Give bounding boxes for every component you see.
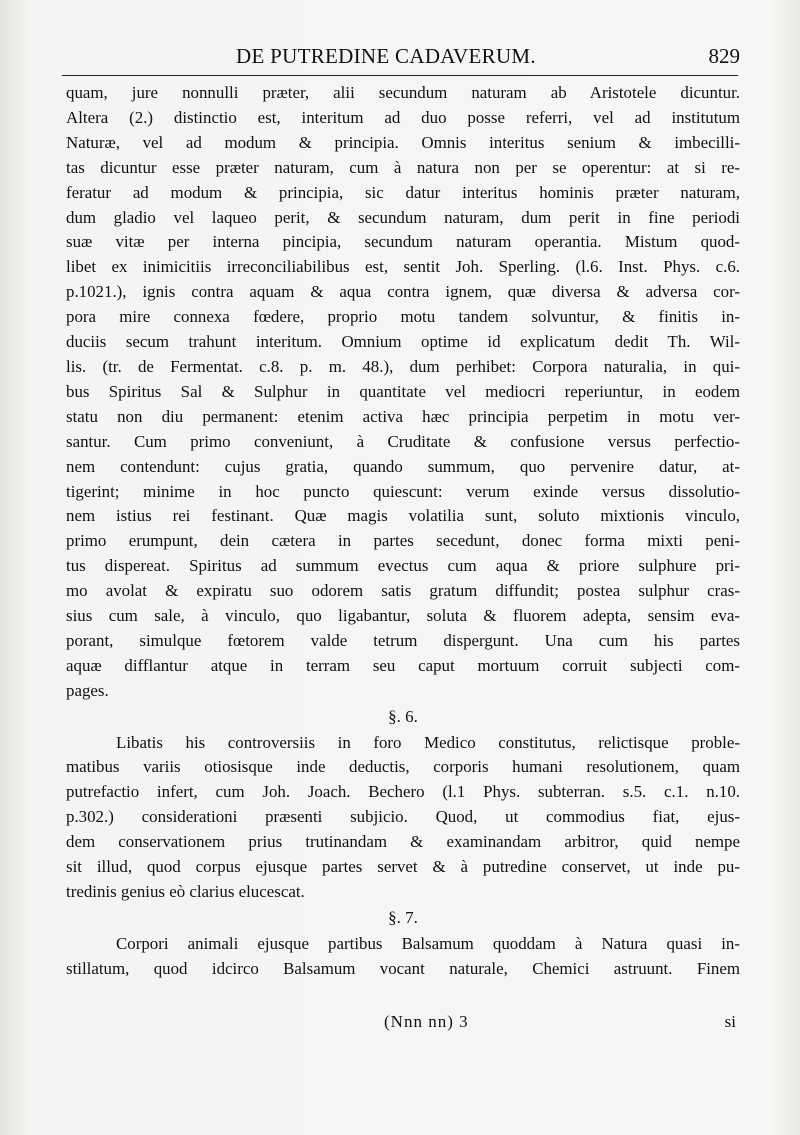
text-line: pages. (66, 680, 109, 700)
text-line: lis. (tr. de Fermentat. c.8. p. m. 48.), dum perhibet: Corpora naturalia, in qui- (66, 356, 740, 376)
text-line: dum gladio vel laqueo perit, & secundum naturam, dum perit in fine periodi (66, 207, 740, 227)
text-line: p.1021.), ignis contra aquam & aqua contra ignem, quæ diversa & adversa cor- (66, 282, 740, 302)
text-line: Corpori animali ejusque partibus Balsamum quoddam à Natura quasi in- (116, 933, 740, 953)
text-line: mo avolat & expiratu suo odorem satis gratum diffundit; postea sulphur cras- (66, 581, 740, 601)
text-line: libet ex inimicitiis irreconciliabilibus est, sentit Joh. Sperling. (l.6. Inst. Phys. c.6. (66, 257, 740, 277)
body-text (66, 81, 740, 982)
text-line: duciis secum trahunt interitum. Omnium optime id explicatum dedit Th. Wil- (66, 332, 740, 352)
header-rule (62, 75, 738, 76)
text-line: p.302.) considerationi præsenti subjicio. Quod, ut commodius fiat, ejus- (66, 807, 740, 827)
text-line: Naturæ, vel ad modum & principia. Omnis interitus senium & imbecilli- (66, 132, 740, 152)
page-number: 829 (708, 44, 740, 68)
running-title: DE PUTREDINE CADAVERUM. (236, 44, 536, 68)
page-header (64, 44, 740, 74)
text-line: Libatis his controversiis in foro Medico constitutus, relictisque proble- (116, 732, 740, 752)
text-line: suæ vitæ per interna pincipia, secundum naturam operantia. Mistum quod- (66, 232, 740, 252)
text-line: nem istius rei festinant. Quæ magis volatilia sunt, soluto mixtionis vinculo, (66, 506, 740, 526)
text-line: statu non diu permanent: etenim activa hæc principia perpetim in motu ver- (66, 406, 740, 426)
text-line: bus Spiritus Sal & Sulphur in quantitate vel mediocri reperiuntur, in eodem (66, 381, 740, 401)
text-line: quam, jure nonnulli præter, alii secundum naturam ab Aristotele dicuntur. (66, 83, 740, 102)
text-line: nem contendunt: cujus gratia, quando summum, quo pervenire datur, at- (66, 456, 740, 476)
text-line: matibus variis otiosisque inde deductis, corporis humani resolutionem, quam (66, 757, 740, 777)
text-line: feratur ad modum & principia, sic datur interitus hominis præter naturam, (66, 182, 740, 202)
text-line: pora mire connexa fœdere, proprio motu tandem solvuntur, & finitis in- (66, 307, 740, 327)
text-line: primo erumpunt, dein cætera in partes secedunt, donec forma mixti peni- (66, 531, 740, 551)
page-footer (66, 1012, 740, 1036)
text-line: tus dispereat. Spiritus ad summum evectus cum aqua & priore sulphure pri- (66, 556, 740, 576)
text-line: porant, simulque fœtorem valde tetrum dispergunt. Una cum his partes (66, 630, 740, 650)
section-heading: §. 7. (388, 907, 418, 927)
section-paragraph (66, 932, 740, 982)
catchword: si (724, 1012, 736, 1031)
text-line: tas dicuntur esse præter naturam, cum à natura non per se operentur: at si re- (66, 157, 740, 177)
text-line: tredinis genius eò clarius elucescat. (66, 882, 305, 901)
text-line: stillatum, quod idcirco Balsamum vocant naturale, Chemici astruunt. Finem (66, 958, 740, 978)
text-line: sius cum sale, à vinculo, quo ligabantur, soluta & fluorem adepta, sensim eva- (66, 606, 740, 626)
signature-mark: (Nnn nn) 3 (384, 1012, 469, 1031)
text-line: sit illud, quod corpus ejusque partes servet & à putredine conservet, ut inde pu- (66, 857, 740, 877)
section-paragraph (66, 731, 740, 905)
section-heading: §. 6. (388, 706, 418, 726)
text-line: tigerint; minime in hoc puncto quiescunt: verum exinde versus dissolutio- (66, 481, 740, 501)
text-line: santur. Cum primo conveniunt, à Cruditate & confusione versus perfectio- (66, 431, 740, 451)
text-line: aquæ difflantur atque in terram seu caput mortuum corruit subjecti com- (66, 655, 740, 675)
text-line: dem conservationem prius trutinandam & examinandam arbitror, quid nempe (66, 832, 740, 852)
paragraph-continued (66, 81, 740, 704)
text-line: putrefactio infert, cum Joh. Joach. Bechero (l.1 Phys. subterran. s.5. c.1. n.10. (66, 782, 740, 802)
text-line: Altera (2.) distinctio est, interitum ad duo posse referri, vel ad institutum (66, 107, 740, 127)
